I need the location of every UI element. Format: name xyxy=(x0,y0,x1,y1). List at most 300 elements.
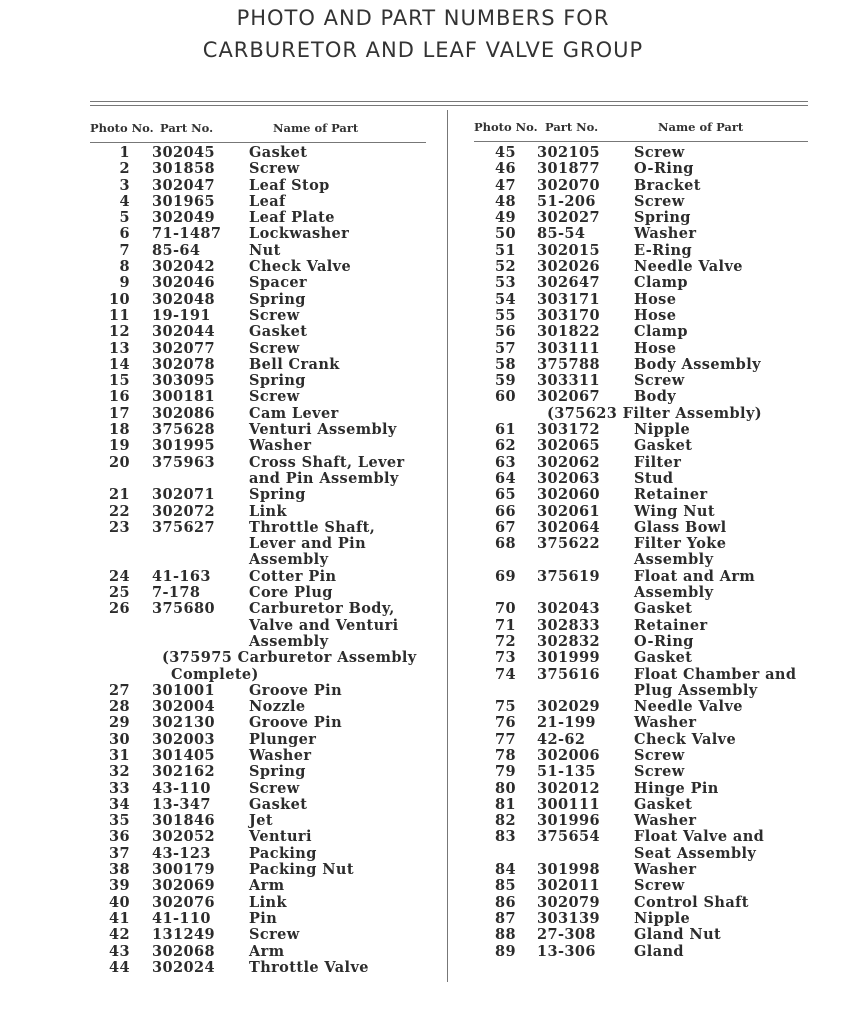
part-number: 302105 xyxy=(537,144,600,161)
photo-number: 87 xyxy=(495,909,516,927)
table-row xyxy=(90,487,440,503)
part-name: Gland Nut xyxy=(634,926,722,944)
part-number: 300181 xyxy=(152,388,215,406)
part-name: Spring xyxy=(249,486,306,504)
part-name: Gasket xyxy=(634,600,693,618)
part-name: Screw xyxy=(634,763,685,781)
table-row xyxy=(474,145,814,161)
table-row xyxy=(474,764,814,780)
table-row xyxy=(90,960,440,976)
table-row xyxy=(90,862,440,878)
part-name: Float Valve and xyxy=(634,828,765,846)
photo-number: 33 xyxy=(109,779,130,797)
part-name: Washer xyxy=(634,714,697,732)
part-name: Nipple xyxy=(634,421,691,439)
photo-number: 24 xyxy=(109,567,130,585)
photo-number: 50 xyxy=(495,225,516,243)
right-parts-list xyxy=(474,145,814,960)
assembly-note: (375975 Carburetor Assembly xyxy=(162,649,417,667)
photo-number: 3 xyxy=(119,176,130,194)
part-name: Groove Pin xyxy=(249,714,343,732)
part-number: 301858 xyxy=(152,160,215,178)
part-number: 41-163 xyxy=(152,567,211,585)
photo-number: 67 xyxy=(495,518,516,536)
table-row xyxy=(474,324,814,340)
part-number: 301995 xyxy=(152,437,215,455)
table-row xyxy=(474,259,814,275)
part-number: 302070 xyxy=(537,176,600,194)
part-name: Hose xyxy=(634,290,677,308)
photo-number: 35 xyxy=(109,812,130,830)
part-number: 300111 xyxy=(537,795,600,813)
part-name: Float and Arm xyxy=(634,567,756,585)
part-name: Assembly xyxy=(249,551,329,569)
part-name: Wing Nut xyxy=(634,502,715,520)
part-name: Assembly xyxy=(634,551,714,569)
photo-number: 77 xyxy=(495,730,516,748)
part-name: Gasket xyxy=(634,795,693,813)
table-row xyxy=(90,618,440,634)
part-number: 302069 xyxy=(152,877,215,895)
part-number: 302047 xyxy=(152,176,215,194)
left-parts-list xyxy=(90,145,440,976)
part-name: Hinge Pin xyxy=(634,779,719,797)
table-row xyxy=(474,226,814,242)
left-header-rule xyxy=(90,142,426,143)
part-number: 131249 xyxy=(152,926,215,944)
left-header-name: Name of Part xyxy=(273,121,359,135)
table-row xyxy=(90,504,440,520)
table-row xyxy=(474,487,814,503)
part-name: Check Valve xyxy=(634,730,737,748)
part-number: 302086 xyxy=(152,404,215,422)
part-number: 302044 xyxy=(152,323,215,341)
part-number: 302061 xyxy=(537,502,600,520)
part-name: Screw xyxy=(634,192,685,210)
photo-number: 14 xyxy=(109,355,130,373)
table-row xyxy=(474,813,814,829)
part-name: Bracket xyxy=(634,176,701,194)
assembly-note: Complete) xyxy=(171,665,259,683)
part-name: Cotter Pin xyxy=(249,567,337,585)
part-number: 303111 xyxy=(537,339,600,357)
part-name: Gasket xyxy=(634,437,693,455)
photo-number: 76 xyxy=(495,714,516,732)
table-row xyxy=(474,732,814,748)
table-row xyxy=(90,324,440,340)
part-number: 51-206 xyxy=(537,192,596,210)
table-row xyxy=(474,618,814,634)
page-title-line-1: PHOTO AND PART NUMBERS FOR xyxy=(236,6,610,30)
part-name: Retainer xyxy=(634,616,708,634)
part-number: 303172 xyxy=(537,421,600,439)
photo-number: 31 xyxy=(109,746,130,764)
photo-number: 22 xyxy=(109,502,130,520)
part-number: 301405 xyxy=(152,746,215,764)
left-header-photo: Photo No. xyxy=(90,121,154,135)
right-header-part: Part No. xyxy=(545,120,599,134)
table-row xyxy=(90,438,440,454)
photo-number: 11 xyxy=(109,306,130,324)
part-name: Assembly xyxy=(249,632,329,650)
top-rule-2 xyxy=(90,105,808,106)
table-row xyxy=(90,194,440,210)
photo-number: 58 xyxy=(495,355,516,373)
table-row xyxy=(90,161,440,177)
table-row xyxy=(90,178,440,194)
part-number: 301965 xyxy=(152,192,215,210)
photo-number: 15 xyxy=(109,372,130,390)
part-number: 375627 xyxy=(152,518,215,536)
table-row xyxy=(90,846,440,862)
photo-number: 53 xyxy=(495,274,516,292)
part-number: 302052 xyxy=(152,828,215,846)
part-number: 301999 xyxy=(537,649,600,667)
part-number: 375654 xyxy=(537,828,600,846)
part-name: Packing Nut xyxy=(249,861,354,879)
photo-number: 26 xyxy=(109,600,130,618)
photo-number: 70 xyxy=(495,600,516,618)
table-row xyxy=(90,292,440,308)
photo-number: 13 xyxy=(109,339,130,357)
photo-number: 39 xyxy=(109,877,130,895)
part-number: 302027 xyxy=(537,209,600,227)
table-row xyxy=(474,438,814,454)
part-number: 375680 xyxy=(152,600,215,618)
part-name: Filter Yoke xyxy=(634,535,727,553)
part-name: Nut xyxy=(249,241,281,259)
photo-number: 49 xyxy=(495,209,516,227)
part-number: 375628 xyxy=(152,421,215,439)
photo-number: 73 xyxy=(495,649,516,667)
part-name: Bell Crank xyxy=(249,355,340,373)
part-name: Nipple xyxy=(634,909,691,927)
part-name: Screw xyxy=(249,160,300,178)
photo-number: 18 xyxy=(109,421,130,439)
part-name: Plug Assembly xyxy=(634,681,758,699)
part-number: 85-64 xyxy=(152,241,201,259)
table-row xyxy=(474,194,814,210)
photo-number: 48 xyxy=(495,192,516,210)
part-name: Spring xyxy=(249,372,306,390)
part-name: Spacer xyxy=(249,274,308,292)
photo-number: 65 xyxy=(495,486,516,504)
table-row xyxy=(474,585,814,601)
part-number: 302026 xyxy=(537,258,600,276)
part-number: 19-191 xyxy=(152,306,211,324)
part-name: Screw xyxy=(634,746,685,764)
part-name: Gasket xyxy=(634,649,693,667)
photo-number: 12 xyxy=(109,323,130,341)
part-name: Screw xyxy=(249,926,300,944)
part-name: O-Ring xyxy=(634,160,694,178)
part-number: 301996 xyxy=(537,812,600,830)
table-row xyxy=(90,145,440,161)
photo-number: 60 xyxy=(495,388,516,406)
table-row xyxy=(90,585,440,601)
part-name: Stud xyxy=(634,469,674,487)
table-row xyxy=(90,357,440,373)
part-number: 302064 xyxy=(537,518,600,536)
part-name: Gland xyxy=(634,942,684,960)
part-number: 302077 xyxy=(152,339,215,357)
photo-number: 63 xyxy=(495,453,516,471)
part-name: Clamp xyxy=(634,323,688,341)
photo-number: 52 xyxy=(495,258,516,276)
table-row xyxy=(90,552,440,568)
part-name: Cam Lever xyxy=(249,404,339,422)
photo-number: 41 xyxy=(109,909,130,927)
table-row xyxy=(90,389,440,405)
column-divider xyxy=(447,110,448,982)
part-number: 302060 xyxy=(537,486,600,504)
table-row xyxy=(90,829,440,845)
photo-number: 37 xyxy=(109,844,130,862)
part-number: 13-306 xyxy=(537,942,596,960)
part-number: 301001 xyxy=(152,681,215,699)
table-row xyxy=(90,471,440,487)
part-number: 302071 xyxy=(152,486,215,504)
photo-number: 61 xyxy=(495,421,516,439)
part-number: 301998 xyxy=(537,861,600,879)
part-name: Float Chamber and xyxy=(634,665,797,683)
photo-number: 82 xyxy=(495,812,516,830)
part-name: Groove Pin xyxy=(249,681,343,699)
table-row xyxy=(474,797,814,813)
right-header-name: Name of Part xyxy=(658,120,744,134)
photo-number: 81 xyxy=(495,795,516,813)
part-name: Link xyxy=(249,502,287,520)
part-number: 21-199 xyxy=(537,714,596,732)
part-name: Plunger xyxy=(249,730,317,748)
table-row xyxy=(90,275,440,291)
table-row xyxy=(474,161,814,177)
table-row xyxy=(474,504,814,520)
part-number: 302004 xyxy=(152,698,215,716)
part-number: 302076 xyxy=(152,893,215,911)
photo-number: 68 xyxy=(495,535,516,553)
part-name: Leaf Stop xyxy=(249,176,330,194)
photo-number: 57 xyxy=(495,339,516,357)
table-row xyxy=(474,911,814,927)
table-row xyxy=(90,406,440,422)
table-row xyxy=(474,895,814,911)
photo-number: 51 xyxy=(495,241,516,259)
photo-number: 8 xyxy=(119,258,130,276)
table-row xyxy=(90,373,440,389)
table-row xyxy=(90,308,440,324)
part-name: Screw xyxy=(634,877,685,895)
part-number: 303095 xyxy=(152,372,215,390)
part-name: Body Assembly xyxy=(634,355,761,373)
part-number: 302162 xyxy=(152,763,215,781)
part-name: Screw xyxy=(249,779,300,797)
photo-number: 20 xyxy=(109,453,130,471)
part-number: 43-110 xyxy=(152,779,211,797)
table-row xyxy=(90,667,440,683)
part-name: Hose xyxy=(634,339,677,357)
photo-number: 83 xyxy=(495,828,516,846)
part-name: Jet xyxy=(249,812,273,830)
table-row xyxy=(474,634,814,650)
table-row xyxy=(90,748,440,764)
photo-number: 6 xyxy=(119,225,130,243)
table-row xyxy=(474,552,814,568)
table-row xyxy=(90,341,440,357)
table-row xyxy=(474,471,814,487)
part-number: 13-347 xyxy=(152,795,211,813)
table-row xyxy=(474,846,814,862)
photo-number: 29 xyxy=(109,714,130,732)
part-number: 302072 xyxy=(152,502,215,520)
part-name: Pin xyxy=(249,909,278,927)
photo-number: 34 xyxy=(109,795,130,813)
part-name: Control Shaft xyxy=(634,893,749,911)
table-row xyxy=(90,520,440,536)
table-row xyxy=(474,829,814,845)
part-number: 302063 xyxy=(537,469,600,487)
part-number: 302647 xyxy=(537,274,600,292)
table-row xyxy=(474,699,814,715)
table-row xyxy=(90,895,440,911)
table-row xyxy=(474,243,814,259)
part-name: Gasket xyxy=(249,144,308,161)
part-number: 375616 xyxy=(537,665,600,683)
part-number: 71-1487 xyxy=(152,225,222,243)
part-number: 303170 xyxy=(537,306,600,324)
part-number: 302012 xyxy=(537,779,600,797)
photo-number: 72 xyxy=(495,632,516,650)
table-row xyxy=(474,389,814,405)
photo-number: 69 xyxy=(495,567,516,585)
top-rule xyxy=(90,101,808,102)
table-row xyxy=(474,292,814,308)
part-number: 303171 xyxy=(537,290,600,308)
table-row xyxy=(474,715,814,731)
table-row xyxy=(90,569,440,585)
part-name: Screw xyxy=(634,144,685,161)
part-name: Spring xyxy=(249,763,306,781)
table-row xyxy=(90,536,440,552)
part-number: 301846 xyxy=(152,812,215,830)
table-row xyxy=(474,862,814,878)
part-number: 42-62 xyxy=(537,730,586,748)
part-name: Glass Bowl xyxy=(634,518,727,536)
page-title-line-2: CARBURETOR AND LEAF VALVE GROUP xyxy=(202,38,644,62)
part-name: Arm xyxy=(249,942,285,960)
photo-number: 66 xyxy=(495,502,516,520)
photo-number: 9 xyxy=(119,274,130,292)
part-number: 302046 xyxy=(152,274,215,292)
part-name: Retainer xyxy=(634,486,708,504)
part-name: Screw xyxy=(249,306,300,324)
photo-number: 75 xyxy=(495,698,516,716)
part-name: Filter xyxy=(634,453,682,471)
table-row xyxy=(474,781,814,797)
photo-number: 42 xyxy=(109,926,130,944)
part-name: Screw xyxy=(249,388,300,406)
part-name: Needle Valve xyxy=(634,698,743,716)
right-header-photo: Photo No. xyxy=(474,120,538,134)
part-number: 302067 xyxy=(537,388,600,406)
photo-number: 38 xyxy=(109,861,130,879)
photo-number: 36 xyxy=(109,828,130,846)
photo-number: 4 xyxy=(119,192,130,210)
table-row xyxy=(474,650,814,666)
right-header-rule xyxy=(474,141,808,142)
part-number: 375619 xyxy=(537,567,600,585)
table-row xyxy=(90,715,440,731)
part-name: Nozzle xyxy=(249,698,306,716)
photo-number: 30 xyxy=(109,730,130,748)
photo-number: 32 xyxy=(109,763,130,781)
part-number: 302065 xyxy=(537,437,600,455)
table-row xyxy=(90,650,440,666)
part-number: 302048 xyxy=(152,290,215,308)
photo-number: 10 xyxy=(109,290,130,308)
part-name: Link xyxy=(249,893,287,911)
part-name: Washer xyxy=(634,861,697,879)
part-name: Packing xyxy=(249,844,317,862)
photo-number: 19 xyxy=(109,437,130,455)
part-number: 302042 xyxy=(152,258,215,276)
part-number: 302130 xyxy=(152,714,215,732)
photo-number: 80 xyxy=(495,779,516,797)
part-number: 302015 xyxy=(537,241,600,259)
table-row xyxy=(474,308,814,324)
part-name: Venturi xyxy=(249,828,312,846)
part-name: Carburetor Body, xyxy=(249,600,395,618)
part-name: Arm xyxy=(249,877,285,895)
part-name: Core Plug xyxy=(249,584,333,602)
part-name: Lever and Pin xyxy=(249,535,367,553)
photo-number: 23 xyxy=(109,518,130,536)
table-row xyxy=(474,275,814,291)
table-row xyxy=(90,683,440,699)
part-name: Screw xyxy=(634,372,685,390)
table-row xyxy=(90,601,440,617)
part-name: Assembly xyxy=(634,584,714,602)
photo-number: 55 xyxy=(495,306,516,324)
part-name: Washer xyxy=(634,225,697,243)
table-row xyxy=(474,601,814,617)
table-row xyxy=(90,422,440,438)
part-number: 302045 xyxy=(152,144,215,161)
part-number: 302011 xyxy=(537,877,600,895)
table-row xyxy=(474,536,814,552)
part-number: 303311 xyxy=(537,372,600,390)
table-row xyxy=(90,911,440,927)
table-row xyxy=(90,634,440,650)
photo-number: 5 xyxy=(119,209,130,227)
part-number: 375622 xyxy=(537,535,600,553)
part-number: 7-178 xyxy=(152,584,201,602)
table-row xyxy=(90,226,440,242)
table-row xyxy=(90,944,440,960)
photo-number: 89 xyxy=(495,942,516,960)
table-row xyxy=(90,259,440,275)
part-number: 41-110 xyxy=(152,909,211,927)
part-name: Venturi Assembly xyxy=(249,421,397,439)
part-name: Clamp xyxy=(634,274,688,292)
photo-number: 25 xyxy=(109,584,130,602)
part-name: and Pin Assembly xyxy=(249,469,399,487)
photo-number: 45 xyxy=(495,144,516,161)
table-row xyxy=(474,944,814,960)
photo-number: 79 xyxy=(495,763,516,781)
photo-number: 62 xyxy=(495,437,516,455)
table-row xyxy=(474,878,814,894)
